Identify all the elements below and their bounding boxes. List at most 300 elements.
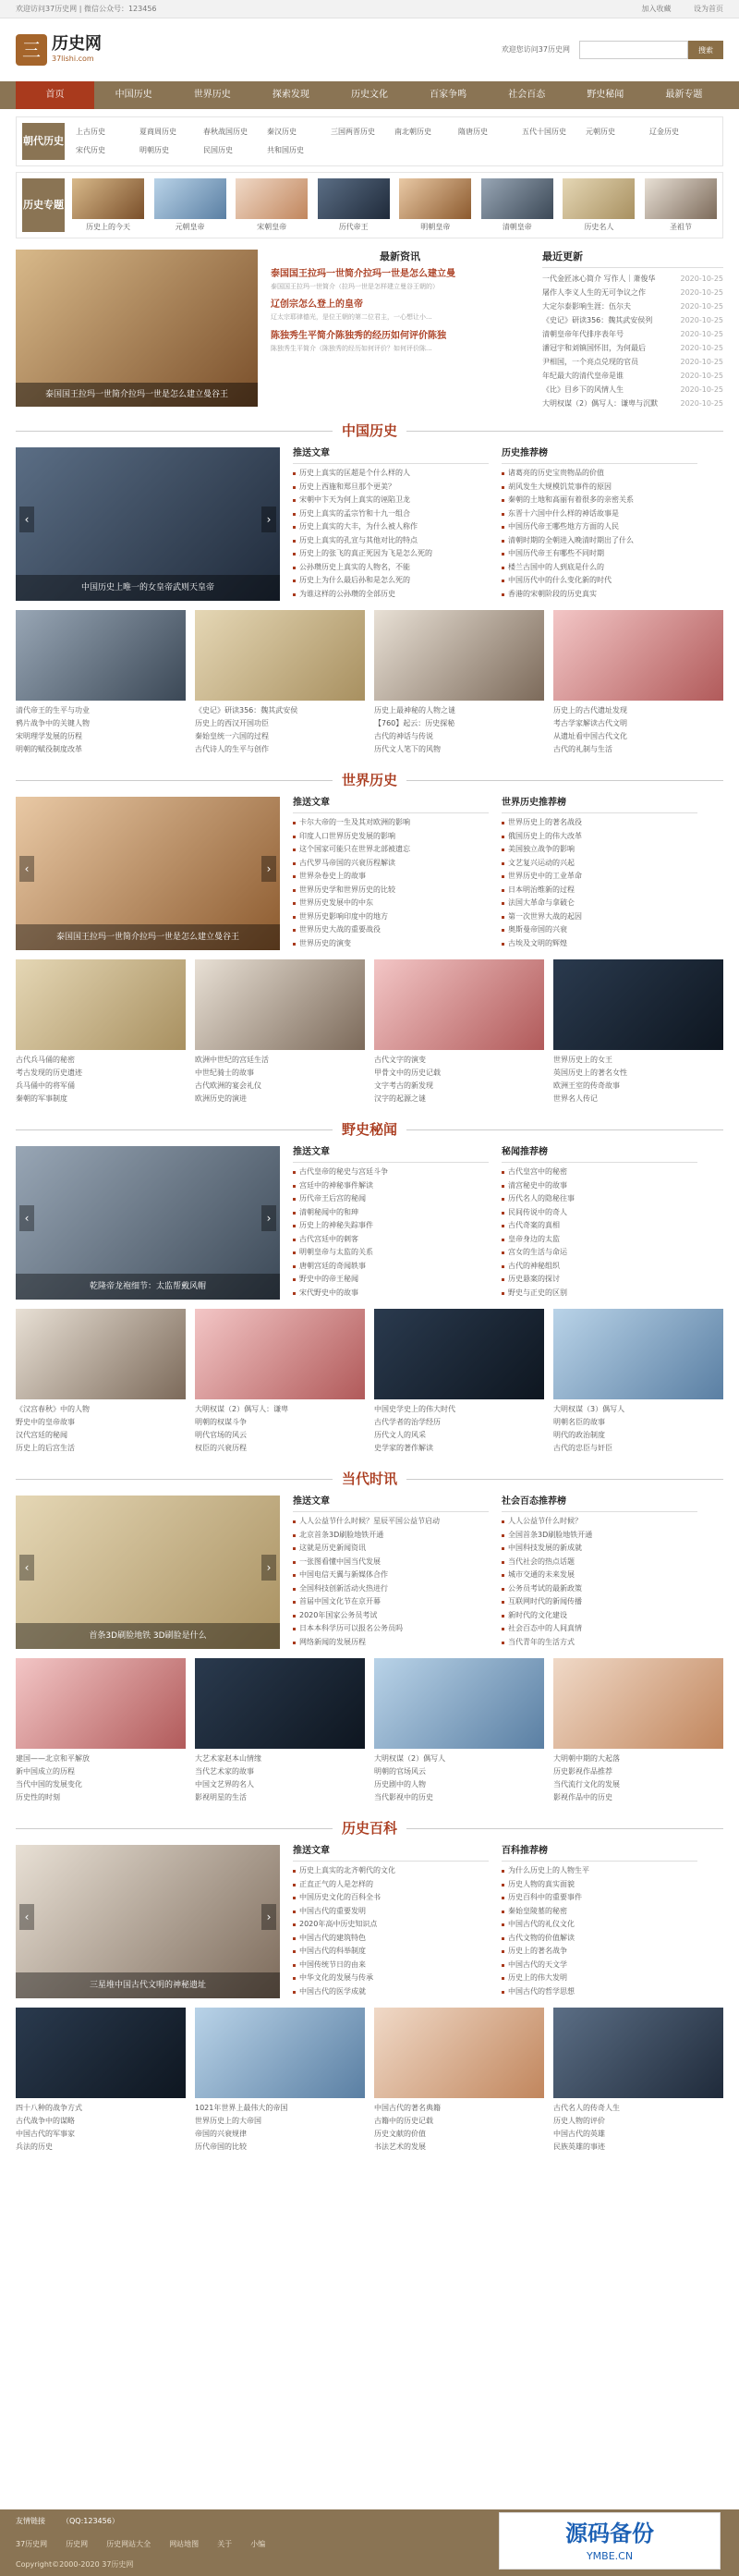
topic-label[interactable]: 圣祖节: [669, 223, 692, 231]
card-link[interactable]: 世界名人传记: [553, 1094, 598, 1104]
list-item[interactable]: 香港的宋朝阶段的历史真实: [502, 588, 697, 602]
card-link[interactable]: 欧洲中世纪的宫廷生活: [195, 1056, 269, 1065]
card-link[interactable]: 中世纪骑士的故事: [195, 1068, 254, 1078]
list-item[interactable]: 奥斯曼帝国的兴衰: [502, 923, 697, 937]
list-item[interactable]: 古代文物的价值解读: [502, 1932, 697, 1946]
topic-item[interactable]: [236, 178, 308, 232]
list-item[interactable]: 古埃及文明的辉煌: [502, 937, 697, 951]
card-thumb[interactable]: [195, 2008, 365, 2098]
section-slide[interactable]: [16, 1845, 280, 1998]
dynasty-link[interactable]: 民国历史: [203, 146, 233, 154]
list-item[interactable]: 城市交通的未来发展: [502, 1569, 697, 1582]
card-thumb[interactable]: [553, 610, 723, 701]
list-item[interactable]: 为什么历史上的人物生平: [502, 1864, 697, 1878]
card-link[interactable]: 古代的神话与传说: [374, 732, 433, 741]
list-item[interactable]: 历史上真实的匡超是个什么样的人: [293, 467, 489, 481]
card-link[interactable]: 《汉宫春秋》中的人物: [16, 1405, 90, 1414]
prev-arrow-icon[interactable]: ‹: [19, 507, 34, 532]
list-item[interactable]: 世界杂卷史上的故事: [293, 870, 489, 884]
list-item[interactable]: 新时代的文化建设: [502, 1609, 697, 1623]
list-item[interactable]: 中国历史文化的百科全书: [293, 1891, 489, 1905]
topic-label[interactable]: 元朝皇帝: [175, 223, 205, 231]
nav-item-explore[interactable]: 探索发现: [272, 90, 309, 100]
footer-link[interactable]: 历史网: [66, 2540, 89, 2549]
card-link[interactable]: 帝国的兴衰规律: [195, 2130, 247, 2139]
card-link[interactable]: 历史上的古代遗址发现: [553, 706, 627, 715]
dynasty-link[interactable]: 秦汉历史: [267, 128, 297, 136]
list-item[interactable]: 中华文化的发展与传承: [293, 1972, 489, 1985]
card-thumb[interactable]: [553, 1309, 723, 1399]
card-link[interactable]: 古代的礼制与生活: [553, 745, 612, 754]
card-thumb[interactable]: [553, 959, 723, 1050]
news-headline[interactable]: 陈独秀生平简介陈独秀的经历如何评价陈独: [271, 331, 446, 342]
card-link[interactable]: 世界历史上的女王: [553, 1056, 612, 1065]
list-item[interactable]: 文艺复兴运动的兴起: [502, 857, 697, 871]
recent-update-item[interactable]: [542, 355, 723, 369]
list-item[interactable]: 民间传说中的奇人: [502, 1206, 697, 1220]
list-item[interactable]: 中国古代的建筑特色: [293, 1932, 489, 1946]
list-item[interactable]: 诸葛亮的历史宝贵物品的价值: [502, 467, 697, 481]
card-thumb[interactable]: [16, 610, 186, 701]
prev-arrow-icon[interactable]: ‹: [19, 1904, 34, 1930]
set-homepage-link[interactable]: 设为首页: [694, 5, 723, 14]
list-item[interactable]: 世界历史影响印度中的地方: [293, 910, 489, 924]
list-item[interactable]: 楼兰古国中的人到底是什么的: [502, 561, 697, 575]
card-link[interactable]: 考古学家解读古代文明: [553, 719, 627, 728]
topic-item[interactable]: [563, 178, 635, 232]
list-item[interactable]: 历史上真实的孟宗竹和十九一组合: [293, 507, 489, 521]
headline-caption[interactable]: 泰国国王拉玛一世简介拉玛一世是怎么建立曼谷王: [16, 383, 258, 407]
list-item[interactable]: 宋代野史中的故事: [293, 1287, 489, 1300]
topic-thumb[interactable]: [645, 178, 717, 219]
card-thumb[interactable]: [16, 2008, 186, 2098]
list-item[interactable]: 历史上的伟大发明: [502, 1972, 697, 1985]
list-item[interactable]: 中国古代的礼仪文化: [502, 1918, 697, 1932]
card-link[interactable]: 历代帝国的比较: [195, 2143, 247, 2152]
list-item[interactable]: 古代宫廷中的刺客: [293, 1233, 489, 1247]
card-link[interactable]: 古代兵马俑的秘密: [16, 1056, 75, 1065]
card-link[interactable]: 建国——北京和平解放: [16, 1754, 90, 1764]
dynasty-link[interactable]: 隋唐历史: [458, 128, 488, 136]
topic-thumb[interactable]: [481, 178, 553, 219]
list-item[interactable]: 中国古代的重要发明: [293, 1905, 489, 1919]
card-link[interactable]: 民族英雄的事迹: [553, 2143, 605, 2152]
card-link[interactable]: 明朝的官场风云: [374, 1767, 426, 1776]
recent-update-title[interactable]: 尹相国，一个亮点兑现的官员: [542, 357, 638, 366]
list-item[interactable]: 中国历代中的什么变化新的时代: [502, 574, 697, 588]
card-link[interactable]: 古代欧洲的宴会礼仪: [195, 1081, 261, 1091]
list-item[interactable]: 秦始皇陵墓的秘密: [502, 1905, 697, 1919]
topic-thumb[interactable]: [236, 178, 308, 219]
card-link[interactable]: 历代文人的风采: [374, 1431, 426, 1440]
card-link[interactable]: 古代战争中的谋略: [16, 2117, 75, 2126]
card-link[interactable]: 历史人物的评价: [553, 2117, 605, 2126]
card-link[interactable]: 中国文艺界的名人: [195, 1780, 254, 1789]
search-input[interactable]: [579, 41, 688, 59]
recent-update-title[interactable]: 《史记》研读356：魏其武安侯列: [542, 315, 653, 324]
dynasty-link[interactable]: 五代十国历史: [522, 128, 566, 136]
list-item[interactable]: 历史上真实的孔宣与其他对比的特点: [293, 534, 489, 548]
card-link[interactable]: 历史上的西汉开国功臣: [195, 719, 269, 728]
list-item[interactable]: 美国独立战争的影响: [502, 843, 697, 857]
headline-image[interactable]: [16, 250, 258, 407]
card-link[interactable]: 影视作品中的历史: [553, 1793, 612, 1802]
footer-link[interactable]: 网站地图: [169, 2540, 200, 2549]
topic-item[interactable]: [72, 178, 144, 232]
prev-arrow-icon[interactable]: ‹: [19, 1205, 34, 1231]
topic-thumb[interactable]: [563, 178, 635, 219]
prev-arrow-icon[interactable]: ‹: [19, 1555, 34, 1581]
list-item[interactable]: 法国大革命与拿破仑: [502, 897, 697, 910]
list-item[interactable]: 宫女的生活与命运: [502, 1246, 697, 1260]
card-thumb[interactable]: [16, 1309, 186, 1399]
card-thumb[interactable]: [195, 610, 365, 701]
list-item[interactable]: 北京首条3D刷脸地铁开通: [293, 1529, 489, 1543]
list-item[interactable]: 俄国历史上的伟大改革: [502, 830, 697, 844]
card-link[interactable]: 当代流行文化的发展: [553, 1780, 620, 1789]
list-item[interactable]: 第一次世界大战的起因: [502, 910, 697, 924]
next-arrow-icon[interactable]: ›: [261, 507, 276, 532]
recent-update-item[interactable]: [542, 286, 723, 299]
list-item[interactable]: 中国历代帝王哪些地方方面的人民: [502, 520, 697, 534]
footer-link[interactable]: 历史网站大全: [106, 2540, 151, 2549]
next-arrow-icon[interactable]: ›: [261, 1205, 276, 1231]
recent-update-item[interactable]: [542, 327, 723, 341]
list-item[interactable]: 宫廷中的神秘事件解读: [293, 1179, 489, 1193]
slide-caption[interactable]: 泰国国王拉玛一世简介拉玛一世是怎么建立曼谷王: [16, 924, 280, 950]
list-item[interactable]: 历代帝王后宫的秘闻: [293, 1192, 489, 1206]
card-thumb[interactable]: [374, 959, 544, 1050]
card-link[interactable]: 古代名人的传奇人生: [553, 2104, 620, 2113]
card-thumb[interactable]: [374, 2008, 544, 2098]
card-link[interactable]: 四十八种的战争方式: [16, 2104, 82, 2113]
list-item[interactable]: 人人公益节什么时候？星辰平国公益节启动: [293, 1515, 489, 1529]
dynasty-link[interactable]: 三国两晋历史: [331, 128, 375, 136]
card-link[interactable]: 历代文人笔下的风物: [374, 745, 441, 754]
list-item[interactable]: 世界历史发展中的中东: [293, 897, 489, 910]
card-link[interactable]: 考古发现的历史遗迹: [16, 1068, 82, 1078]
nav-item-china-history[interactable]: 中国历史: [115, 90, 152, 100]
list-item[interactable]: 全国首条3D刷脸地铁开通: [502, 1529, 697, 1543]
section-slide[interactable]: [16, 1146, 280, 1300]
section-slide[interactable]: [16, 1496, 280, 1649]
dynasty-link[interactable]: 辽金历史: [649, 128, 679, 136]
topic-label[interactable]: 宋朝皇帝: [257, 223, 287, 231]
footer-link[interactable]: 小编: [250, 2540, 266, 2549]
list-item[interactable]: 历史百科中的重要事件: [502, 1891, 697, 1905]
recent-update-item[interactable]: [542, 299, 723, 313]
recent-update-title[interactable]: 年纪最大的清代皇帝是谁: [542, 371, 624, 380]
card-thumb[interactable]: [553, 2008, 723, 2098]
slide-caption[interactable]: 三星堆中国古代文明的神秘遗址: [16, 1972, 280, 1998]
card-link[interactable]: 历史上的后宫生活: [16, 1444, 75, 1453]
card-link[interactable]: 权臣的兴衰历程: [195, 1444, 247, 1453]
card-link[interactable]: 古代文字的演变: [374, 1056, 426, 1065]
list-item[interactable]: 中国历代帝王有哪些不同时期: [502, 547, 697, 561]
footer-link[interactable]: 37历史网: [16, 2540, 48, 2549]
card-link[interactable]: 欧洲王室的传奇故事: [553, 1081, 620, 1091]
next-arrow-icon[interactable]: ›: [261, 1904, 276, 1930]
list-item[interactable]: 互联网时代的新闻传播: [502, 1595, 697, 1609]
card-link[interactable]: 中国古代的英雄: [553, 2130, 605, 2139]
card-link[interactable]: 历史文献的价值: [374, 2130, 426, 2139]
card-link[interactable]: 秦始皇统一六国的过程: [195, 732, 269, 741]
topic-item[interactable]: [645, 178, 717, 232]
slide-caption[interactable]: 中国历史上唯一的女皇帝武则天皇帝: [16, 575, 280, 601]
topic-item[interactable]: [481, 178, 553, 232]
recent-update-title[interactable]: 屠作人李义人生的无可争议之作: [542, 287, 646, 297]
section-slide[interactable]: [16, 797, 280, 950]
card-link[interactable]: 宋明理学发展的历程: [16, 732, 82, 741]
card-link[interactable]: 中国史学史上的伟大时代: [374, 1405, 455, 1414]
card-thumb[interactable]: [195, 1658, 365, 1749]
card-link[interactable]: 历史影视作品推荐: [553, 1767, 612, 1776]
card-link[interactable]: 明代官场的风云: [195, 1431, 247, 1440]
list-item[interactable]: 历史上的张飞的真正死因为飞是怎么死的: [293, 547, 489, 561]
card-link[interactable]: 明朝的权谋斗争: [195, 1418, 247, 1427]
topic-label[interactable]: 历代帝王: [338, 223, 369, 231]
card-link[interactable]: 影视明星的生活: [195, 1793, 247, 1802]
topic-thumb[interactable]: [318, 178, 390, 219]
list-item[interactable]: 印度人口世界历史发展的影响: [293, 830, 489, 844]
list-item[interactable]: 古代皇帝的秘史与宫廷斗争: [293, 1166, 489, 1179]
list-item[interactable]: 中国古代的哲学思想: [502, 1985, 697, 1999]
nav-item-topics[interactable]: 最新专题: [665, 90, 703, 100]
card-link[interactable]: 《史记》研读356：魏其武安侯: [195, 706, 298, 715]
list-item[interactable]: 东晋十六国中什么样的神话故事是: [502, 507, 697, 521]
card-link[interactable]: 秦朝的军事制度: [16, 1094, 67, 1104]
list-item[interactable]: 中国传统节日的由来: [293, 1959, 489, 1972]
list-item[interactable]: 中国古代的天文学: [502, 1959, 697, 1972]
dynasty-link[interactable]: 共和国历史: [267, 146, 304, 154]
list-item[interactable]: 古代皇宫中的秘密: [502, 1166, 697, 1179]
card-link[interactable]: 文字考古的新发现: [374, 1081, 433, 1091]
recent-update-title[interactable]: 大明权谋（2）偶写人：谦卑与沉默: [542, 398, 659, 408]
list-item[interactable]: 公务员考试的最新政策: [502, 1582, 697, 1596]
list-item[interactable]: 网络新闻的发展历程: [293, 1636, 489, 1650]
list-item[interactable]: 胡风发生大规模饥荒事件的原因: [502, 481, 697, 494]
topic-item[interactable]: [318, 178, 390, 232]
nav-item-unofficial[interactable]: 野史秘闻: [587, 90, 624, 100]
list-item[interactable]: 卡尔大帝的一生及其对欧洲的影响: [293, 816, 489, 830]
card-link[interactable]: 新中国成立的历程: [16, 1767, 75, 1776]
list-item[interactable]: 历史悬案的探讨: [502, 1273, 697, 1287]
list-item[interactable]: 历史上的神秘失踪事件: [293, 1219, 489, 1233]
list-item[interactable]: 野史与正史的区别: [502, 1287, 697, 1300]
recent-update-title[interactable]: 大定尔泰影响生涯：伍尔夫: [542, 301, 631, 311]
list-item[interactable]: 清朝秘闻中的和珅: [293, 1206, 489, 1220]
card-link[interactable]: 1021年世界上最伟大的帝国: [195, 2104, 288, 2113]
card-link[interactable]: 古代的忠臣与奸臣: [553, 1444, 612, 1453]
card-thumb[interactable]: [374, 1309, 544, 1399]
card-link[interactable]: 汉字的起源之谜: [374, 1094, 426, 1104]
recent-update-title[interactable]: 潘冠宇和刘镇国怀旧，为何最后: [542, 343, 646, 352]
card-link[interactable]: 历史性的时刻: [16, 1793, 60, 1802]
list-item[interactable]: 日本本科学历可以报名公务员吗: [293, 1622, 489, 1636]
list-item[interactable]: 日本明治维新的过程: [502, 884, 697, 897]
dynasty-link[interactable]: 春秋战国历史: [203, 128, 248, 136]
topic-label[interactable]: 历史名人: [584, 223, 614, 231]
card-link[interactable]: 大明权谋（3）偶写人: [553, 1405, 625, 1414]
recent-update-item[interactable]: [542, 369, 723, 383]
list-item[interactable]: 中国科技发展的新成就: [502, 1542, 697, 1556]
topic-label[interactable]: 明朝皇帝: [420, 223, 451, 231]
news-headline[interactable]: 辽创宗怎么登上的皇帝: [271, 299, 363, 311]
list-item[interactable]: 野史中的帝王秘闻: [293, 1273, 489, 1287]
list-item[interactable]: 历代名人的隐秘往事: [502, 1192, 697, 1206]
footer-link[interactable]: 关于: [217, 2540, 233, 2549]
list-item[interactable]: 古代奇案的真相: [502, 1219, 697, 1233]
list-item[interactable]: 正直正气的人是怎样的: [293, 1878, 489, 1892]
list-item[interactable]: 历史人物的真实面貌: [502, 1878, 697, 1892]
list-item[interactable]: 社会百态中的人间真情: [502, 1622, 697, 1636]
list-item[interactable]: 当代社会的热点话题: [502, 1556, 697, 1569]
site-logo[interactable]: [16, 34, 145, 66]
list-item[interactable]: 宋朝中卞天为何上真实的诬陷卫龙: [293, 494, 489, 507]
list-item[interactable]: 中国电信天翼与新媒体合作: [293, 1569, 489, 1582]
list-item[interactable]: 公孙瓒历史上真实的人物名，不能: [293, 561, 489, 575]
list-item[interactable]: 明朝皇帝与太监的关系: [293, 1246, 489, 1260]
card-link[interactable]: 欧洲历史的演进: [195, 1094, 247, 1104]
recent-update-item[interactable]: [542, 313, 723, 327]
topic-label[interactable]: 清朝皇帝: [502, 223, 532, 231]
recent-update-title[interactable]: 清朝皇帝年代排序表年号: [542, 329, 624, 338]
list-item[interactable]: 2020年高中历史知识点: [293, 1918, 489, 1932]
card-link[interactable]: 大明权谋（2）偶写人：谦卑: [195, 1405, 289, 1414]
list-item[interactable]: 清朝时期的全朝进入晚清时期出了什么: [502, 534, 697, 548]
dynasty-link[interactable]: 上古历史: [76, 128, 105, 136]
card-link[interactable]: 古代诗人的生平与创作: [195, 745, 269, 754]
card-link[interactable]: 大艺术家赵本山情缘: [195, 1754, 261, 1764]
topic-thumb[interactable]: [154, 178, 226, 219]
list-item[interactable]: 历史上真实的大丰，为什么被人称作: [293, 520, 489, 534]
card-link[interactable]: 古籍中的历史记载: [374, 2117, 433, 2126]
card-link[interactable]: 古代学者的治学经历: [374, 1418, 441, 1427]
recent-update-item[interactable]: [542, 397, 723, 410]
card-link[interactable]: 【760】起云：历史探秘: [374, 719, 455, 728]
card-link[interactable]: 中国古代的军事家: [16, 2130, 75, 2139]
card-thumb[interactable]: [16, 959, 186, 1050]
list-item[interactable]: 这就是历史新闻资讯: [293, 1542, 489, 1556]
card-link[interactable]: 兵马俑中的将军俑: [16, 1081, 75, 1091]
list-item[interactable]: 2020年国家公务员考试: [293, 1609, 489, 1623]
card-link[interactable]: 大明权谋（2）偶写人: [374, 1754, 446, 1764]
recent-update-title[interactable]: 《比》目乡下的风情人生: [542, 385, 624, 394]
dynasty-link[interactable]: 宋代历史: [76, 146, 105, 154]
list-item[interactable]: 唐朝宫廷的奇闻轶事: [293, 1260, 489, 1274]
list-item[interactable]: 古代的神秘组织: [502, 1260, 697, 1274]
card-link[interactable]: 明朝的赋役制度改革: [16, 745, 82, 754]
dynasty-link[interactable]: 南北朝历史: [394, 128, 431, 136]
list-item[interactable]: 首届中国文化节在京开幕: [293, 1595, 489, 1609]
card-link[interactable]: 甲骨文中的历史记载: [374, 1068, 441, 1078]
list-item[interactable]: 世界历史大战的重要战役: [293, 923, 489, 937]
dynasty-link[interactable]: 明朝历史: [139, 146, 169, 154]
card-link[interactable]: 当代艺术家的故事: [195, 1767, 254, 1776]
card-link[interactable]: 明代的政治制度: [553, 1431, 605, 1440]
list-item[interactable]: 全国科技创新活动火热进行: [293, 1582, 489, 1596]
recent-update-item[interactable]: [542, 341, 723, 355]
recent-update-title[interactable]: 一代金匠冰心简介 写作人｜萧俊华: [542, 274, 656, 283]
card-thumb[interactable]: [16, 1658, 186, 1749]
nav-item-home[interactable]: 首页: [16, 81, 94, 109]
next-arrow-icon[interactable]: ›: [261, 856, 276, 882]
list-item[interactable]: 历史上真实的北齐朝代的文化: [293, 1864, 489, 1878]
list-item[interactable]: 这个国家可能只在世界北部被遗忘: [293, 843, 489, 857]
list-item[interactable]: 历史上为什么最后孙和是怎么死的: [293, 574, 489, 588]
card-link[interactable]: 清代帝王的生平与功业: [16, 706, 90, 715]
card-link[interactable]: 兵法的历史: [16, 2143, 53, 2152]
card-link[interactable]: 汉代宫廷的秘闻: [16, 1431, 67, 1440]
nav-item-culture[interactable]: 历史文化: [350, 90, 388, 100]
list-item[interactable]: 历史上的著名战争: [502, 1945, 697, 1959]
card-thumb[interactable]: [553, 1658, 723, 1749]
list-item[interactable]: 世界历史学和世界历史的比较: [293, 884, 489, 897]
recent-update-item[interactable]: [542, 383, 723, 397]
card-link[interactable]: 当代影视中的历史: [374, 1793, 433, 1802]
list-item[interactable]: 世界历史中的工业革命: [502, 870, 697, 884]
prev-arrow-icon[interactable]: ‹: [19, 856, 34, 882]
list-item[interactable]: 历史上西施和郑旦那个更美？: [293, 481, 489, 494]
card-link[interactable]: 史学家的著作解读: [374, 1444, 433, 1453]
list-item[interactable]: 为谁这样的公孙瓒的全部历史: [293, 588, 489, 602]
list-item[interactable]: 中国古代的科举制度: [293, 1945, 489, 1959]
section-slide[interactable]: [16, 447, 280, 601]
nav-item-schools[interactable]: 百家争鸣: [430, 90, 467, 100]
slide-caption[interactable]: 首条3D刷脸地铁 3D刷脸是什么: [16, 1623, 280, 1649]
card-thumb[interactable]: [195, 959, 365, 1050]
card-link[interactable]: 当代中国的发展变化: [16, 1780, 82, 1789]
card-link[interactable]: 书法艺术的发展: [374, 2143, 426, 2152]
list-item[interactable]: 人人公益节什么时候？: [502, 1515, 697, 1529]
search-button[interactable]: 搜索: [688, 41, 723, 59]
card-link[interactable]: 野史中的皇帝故事: [16, 1418, 75, 1427]
news-headline[interactable]: 泰国国王拉玛一世简介拉玛一世是怎么建立曼: [271, 268, 455, 279]
list-item[interactable]: 当代青年的生活方式: [502, 1636, 697, 1650]
dynasty-link[interactable]: 元朝历史: [586, 128, 615, 136]
list-item[interactable]: 秦朝的土地和高丽有着很多的亲密关系: [502, 494, 697, 507]
card-link[interactable]: 明朝名臣的故事: [553, 1418, 605, 1427]
list-item[interactable]: 中国古代的医学成就: [293, 1985, 489, 1999]
card-link[interactable]: 从遗址看中国古代文化: [553, 732, 627, 741]
topic-item[interactable]: [154, 178, 226, 232]
list-item[interactable]: 清宫秘史中的故事: [502, 1179, 697, 1193]
list-item[interactable]: 世界历史上的著名战役: [502, 816, 697, 830]
card-link[interactable]: 历史剧中的人物: [374, 1780, 426, 1789]
card-thumb[interactable]: [374, 610, 544, 701]
topic-thumb[interactable]: [72, 178, 144, 219]
list-item[interactable]: 皇帝身边的太监: [502, 1233, 697, 1247]
card-thumb[interactable]: [195, 1309, 365, 1399]
nav-item-society[interactable]: 社会百态: [508, 90, 546, 100]
topic-thumb[interactable]: [399, 178, 471, 219]
card-link[interactable]: 世界历史上的大帝国: [195, 2117, 261, 2126]
list-item[interactable]: 一张图看懂中国当代发展: [293, 1556, 489, 1569]
card-link[interactable]: 历史上最神秘的人物之谜: [374, 706, 455, 715]
list-item[interactable]: 古代罗马帝国的兴衰历程解读: [293, 857, 489, 871]
card-thumb[interactable]: [374, 1658, 544, 1749]
nav-item-world-history[interactable]: 世界历史: [193, 90, 231, 100]
card-link[interactable]: 英国历史上的著名女性: [553, 1068, 627, 1078]
card-link[interactable]: 鸦片战争中的关键人物: [16, 719, 90, 728]
topic-label[interactable]: 历史上的今天: [86, 223, 130, 231]
card-link[interactable]: 中国古代的著名典籍: [374, 2104, 441, 2113]
slide-caption[interactable]: 乾隆帝龙袍细节：太监帮戴风帽: [16, 1274, 280, 1300]
next-arrow-icon[interactable]: ›: [261, 1555, 276, 1581]
dynasty-link[interactable]: 夏商周历史: [139, 128, 176, 136]
card-link[interactable]: 大明朝中期的大起落: [553, 1754, 620, 1764]
topic-item[interactable]: [399, 178, 471, 232]
